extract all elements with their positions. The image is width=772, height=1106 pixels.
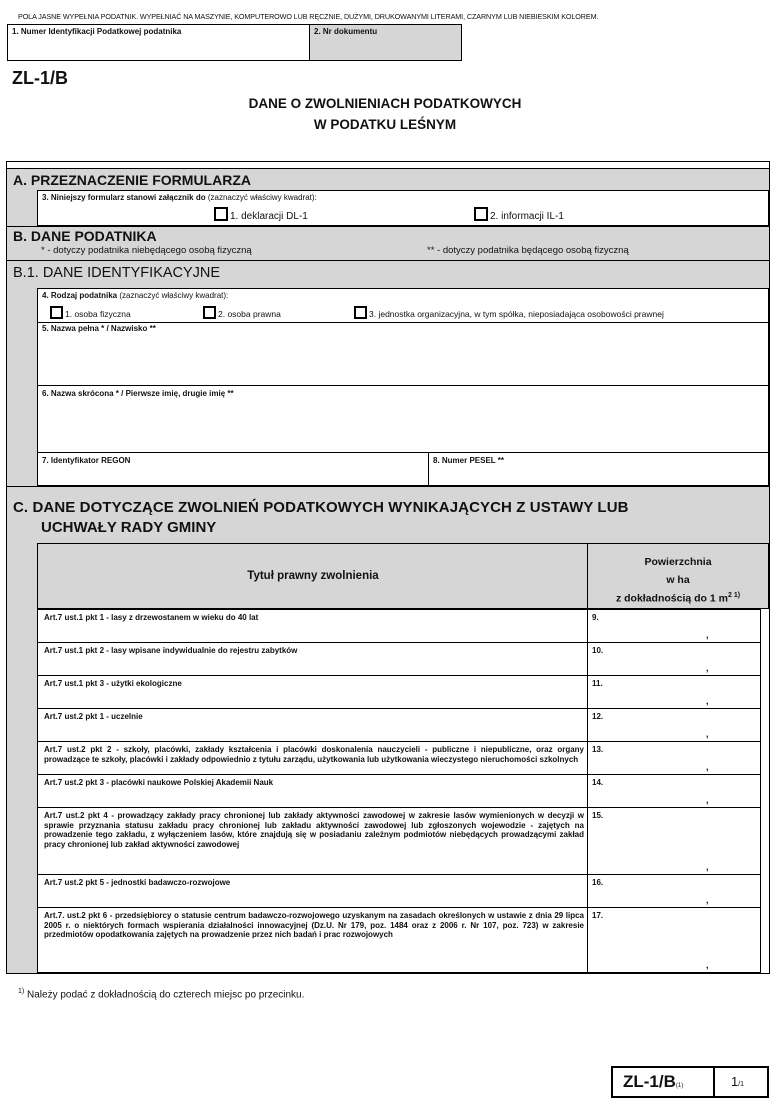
document-number-label: 2. Nr dokumentu: [314, 27, 378, 36]
checkbox-icon[interactable]: [354, 306, 367, 319]
footer-page-num: 1: [731, 1074, 739, 1089]
footer-separator: [713, 1066, 715, 1098]
form-title-line2: W PODATKU LEŚNYM: [313, 117, 457, 132]
form-title-line1: DANE O ZWOLNIENIACH PODATKOWYCH: [248, 96, 522, 111]
section-c-header: [7, 486, 769, 544]
footer-form-code: [623, 1072, 683, 1092]
q4-label: [42, 291, 228, 301]
decimal-comma: ,: [706, 630, 709, 640]
footer-code-ver: (1): [675, 1083, 684, 1089]
opt-osoba-prawna[interactable]: [203, 306, 281, 319]
area-input-cell[interactable]: [588, 709, 760, 741]
decimal-comma: ,: [706, 795, 709, 805]
area-input-cell[interactable]: [588, 610, 760, 642]
area-input-cell[interactable]: [588, 775, 760, 807]
decimal-comma: ,: [706, 762, 709, 772]
decimal-comma: ,: [706, 895, 709, 905]
table-row: [37, 741, 761, 775]
opt-jednostka-label: 3. jednostka organizacyjna, w tym spółka, nieposiadająca osobowości prawnej: [369, 309, 664, 319]
field-5-label: 5. Nazwa pełna * / Nazwisko **: [42, 324, 156, 333]
col-header-area-l3-text: z dokładnością do 1 m: [615, 592, 728, 605]
row-title: Art.7 ust.2 pkt 1 - uczelnie: [44, 712, 143, 721]
opt-osoba-fizyczna[interactable]: [50, 306, 131, 319]
opt-osoba-fizyczna-label: 1. osoba fizyczna: [65, 309, 131, 319]
field-7-label: 7. Identyfikator REGON: [42, 456, 131, 465]
row-title: Art.7 ust.2 pkt 3 - placówki naukowe Polskiej Akademii Nauk: [44, 778, 274, 787]
q3-label-note: (zaznaczyć właściwy kwadrat):: [205, 193, 317, 202]
row-field-number: 9.: [592, 613, 599, 622]
footer-page: [731, 1074, 744, 1089]
section-b1-header: [7, 260, 769, 289]
col-header-area-sup: 2 1): [727, 592, 741, 599]
decimal-comma: ,: [706, 663, 709, 673]
field-7-regon[interactable]: [37, 452, 429, 486]
q4-box: [37, 288, 769, 323]
section-a-header: [7, 168, 769, 191]
form-code: ZL-1/B: [12, 68, 68, 88]
area-input-cell[interactable]: [588, 808, 760, 874]
col-header-area-l2: w ha: [666, 574, 690, 586]
area-input-cell[interactable]: [588, 676, 760, 708]
q3-box: [37, 190, 769, 226]
decimal-comma: ,: [706, 696, 709, 706]
row-title: Art.7 ust.2 pkt 5 - jednostki badawczo-rozwojowe: [44, 878, 231, 887]
footer-page-of: /1: [738, 1081, 745, 1088]
col-header-title: Tytuł prawny zwolnienia: [247, 570, 379, 582]
col-header-area-l1: Powierzchnia: [644, 556, 712, 568]
checkbox-icon[interactable]: [474, 207, 488, 221]
table-row: [37, 807, 761, 875]
table-row: [37, 708, 761, 742]
section-b-indent: [7, 288, 37, 486]
opt-deklaracja-dl1[interactable]: [214, 207, 308, 222]
footer-box: [611, 1066, 769, 1098]
section-b-title: B. DANE PODATNIKA: [13, 228, 157, 244]
row-field-number: 13.: [592, 745, 604, 754]
section-a-title: A. PRZEZNACZENIE FORMULARZA: [13, 172, 251, 188]
col-header-area-l3: [588, 587, 768, 608]
section-b-note-right: ** - dotyczy podatnika będącego osobą fizyczną: [427, 245, 629, 256]
q3-label: [42, 193, 317, 203]
opt-osoba-prawna-label: 2. osoba prawna: [218, 309, 281, 319]
table-row: [37, 774, 761, 808]
area-input-cell[interactable]: [588, 875, 760, 907]
table-row: [37, 907, 761, 973]
row-title: Art.7 ust.2 pkt 2 - szkoły, placówki, zakłady kształcenia i placówki doskonalenia nauczycieli - publiczne i niepubliczne, oraz organy prowadzące te szkoły, placówki i zakłady odpowiednio z tytułu zarządu, użytkowania lub użytkowania wieczystego nieruchomości szkolnych: [44, 745, 584, 764]
field-8-pesel[interactable]: [428, 452, 769, 486]
row-title: Art.7 ust.1 pkt 2 - lasy wpisane indywidualnie do rejestru zabytków: [44, 646, 298, 655]
footnote-text: Należy podać z dokładnością do czterech miejsc po przecinku.: [24, 989, 305, 1001]
area-input-cell[interactable]: [588, 643, 760, 675]
table-row: [37, 675, 761, 709]
decimal-comma: ,: [706, 729, 709, 739]
field-6-short-name[interactable]: [37, 385, 769, 453]
row-field-number: 14.: [592, 778, 604, 787]
nip-field-label: 1. Numer Identyfikacji Podatkowej podatnika: [12, 27, 182, 36]
table-row: [37, 874, 761, 908]
decimal-comma: ,: [706, 960, 709, 970]
field-6-label: 6. Nazwa skrócona * / Pierwsze imię, drugie imię **: [42, 389, 234, 398]
section-b1-title: B.1. DANE IDENTYFIKACYJNE: [13, 265, 221, 281]
table-row: [37, 642, 761, 676]
opt-jednostka[interactable]: [354, 306, 664, 319]
q4-label-bold: 4. Rodzaj podatnika: [42, 291, 118, 300]
area-input-cell[interactable]: [588, 742, 760, 774]
row-field-number: 10.: [592, 646, 604, 655]
footnote-sup: 1): [18, 988, 25, 995]
row-field-number: 15.: [592, 811, 604, 820]
opt-deklaracja-label: 1. deklaracji DL-1: [230, 211, 308, 222]
col-header-area: [588, 552, 768, 608]
checkbox-icon[interactable]: [214, 207, 228, 221]
section-b-header: [7, 226, 769, 261]
row-field-number: 16.: [592, 878, 604, 887]
decimal-comma: ,: [706, 862, 709, 872]
header-note: POLA JASNE WYPEŁNIA PODATNIK. WYPEŁNIAĆ NA MASZYNIE, KOMPUTEROWO LUB RĘCZNIE, DUŻYMI, DRUKOWANYMI LITERAMI, CZARNYM LUB NIEBIESKIM KOLOREM.: [18, 12, 599, 21]
field-8-label: 8. Numer PESEL **: [433, 456, 504, 465]
field-5-full-name[interactable]: [37, 322, 769, 386]
footnote: [18, 988, 304, 1000]
row-field-number: 11.: [592, 679, 603, 688]
row-title: Art.7. ust.2 pkt 6 - przedsiębiorcy o statusie centrum badawczo-rozwojowego uzyskanym na zasadach określonych w ustawie z dnia 29 lipca 2005 r. o niektórych formach wspierania działalności innowacyjnej (Dz.U. Nr 179, poz. 1484 oraz z 2006 r. Nr 107, poz. 723) w zakresie przedmiotów opodatkowania zajętych na prowadzenie przez nich badań i prac rozwojowych: [44, 911, 584, 939]
table-row: [37, 609, 761, 643]
section-c-title-line2: UCHWAŁY RADY GMINY: [41, 519, 217, 536]
section-b-note-left: * - dotyczy podatnika niebędącego osobą fizyczną: [41, 245, 252, 256]
section-c-title-line1: C. DANE DOTYCZĄCE ZWOLNIEŃ PODATKOWYCH WYNIKAJĄCYCH Z USTAWY LUB: [13, 499, 629, 516]
nip-field-box[interactable]: [7, 24, 310, 61]
opt-informacja-il1[interactable]: [474, 207, 564, 222]
document-number-box: [309, 24, 462, 61]
row-title: Art.7 ust.2 pkt 4 - prowadzący zakłady pracy chronionej lub zakłady aktywności zawodowej w zakresie lasów wymienionych w decyzji w sprawie przyznania statusu zakładu pracy chronionej lub zakładu aktywności zawodowej lub zgłoszonych wojewodzie - zajętych na prowadzenie tego zakładu, z wyłączeniem lasów, które znajdują się w posiadaniu zależnym podmiotów niebędących prowadzącymi zakład pracy chronionej lub zakład aktywności zawodowej: [44, 811, 584, 849]
opt-informacja-label: 2. informacji IL-1: [490, 211, 564, 222]
q3-label-bold: 3. Niniejszy formularz stanowi załącznik do: [42, 193, 206, 202]
checkbox-icon[interactable]: [50, 306, 63, 319]
checkbox-icon[interactable]: [203, 306, 216, 319]
row-title: Art.7 ust.1 pkt 1 - lasy z drzewostanem w wieku do 40 lat: [44, 613, 259, 622]
row-field-number: 12.: [592, 712, 604, 721]
row-title: Art.7 ust.1 pkt 3 - użytki ekologiczne: [44, 679, 182, 688]
footer-code-text: ZL-1/B: [623, 1072, 676, 1091]
table-header: [37, 543, 769, 609]
row-field-number: 17.: [592, 911, 604, 920]
q4-label-note: (zaznaczyć właściwy kwadrat):: [117, 291, 229, 300]
section-c-indent: [7, 543, 37, 973]
area-input-cell[interactable]: [588, 908, 760, 972]
section-a-indent: [7, 190, 37, 226]
